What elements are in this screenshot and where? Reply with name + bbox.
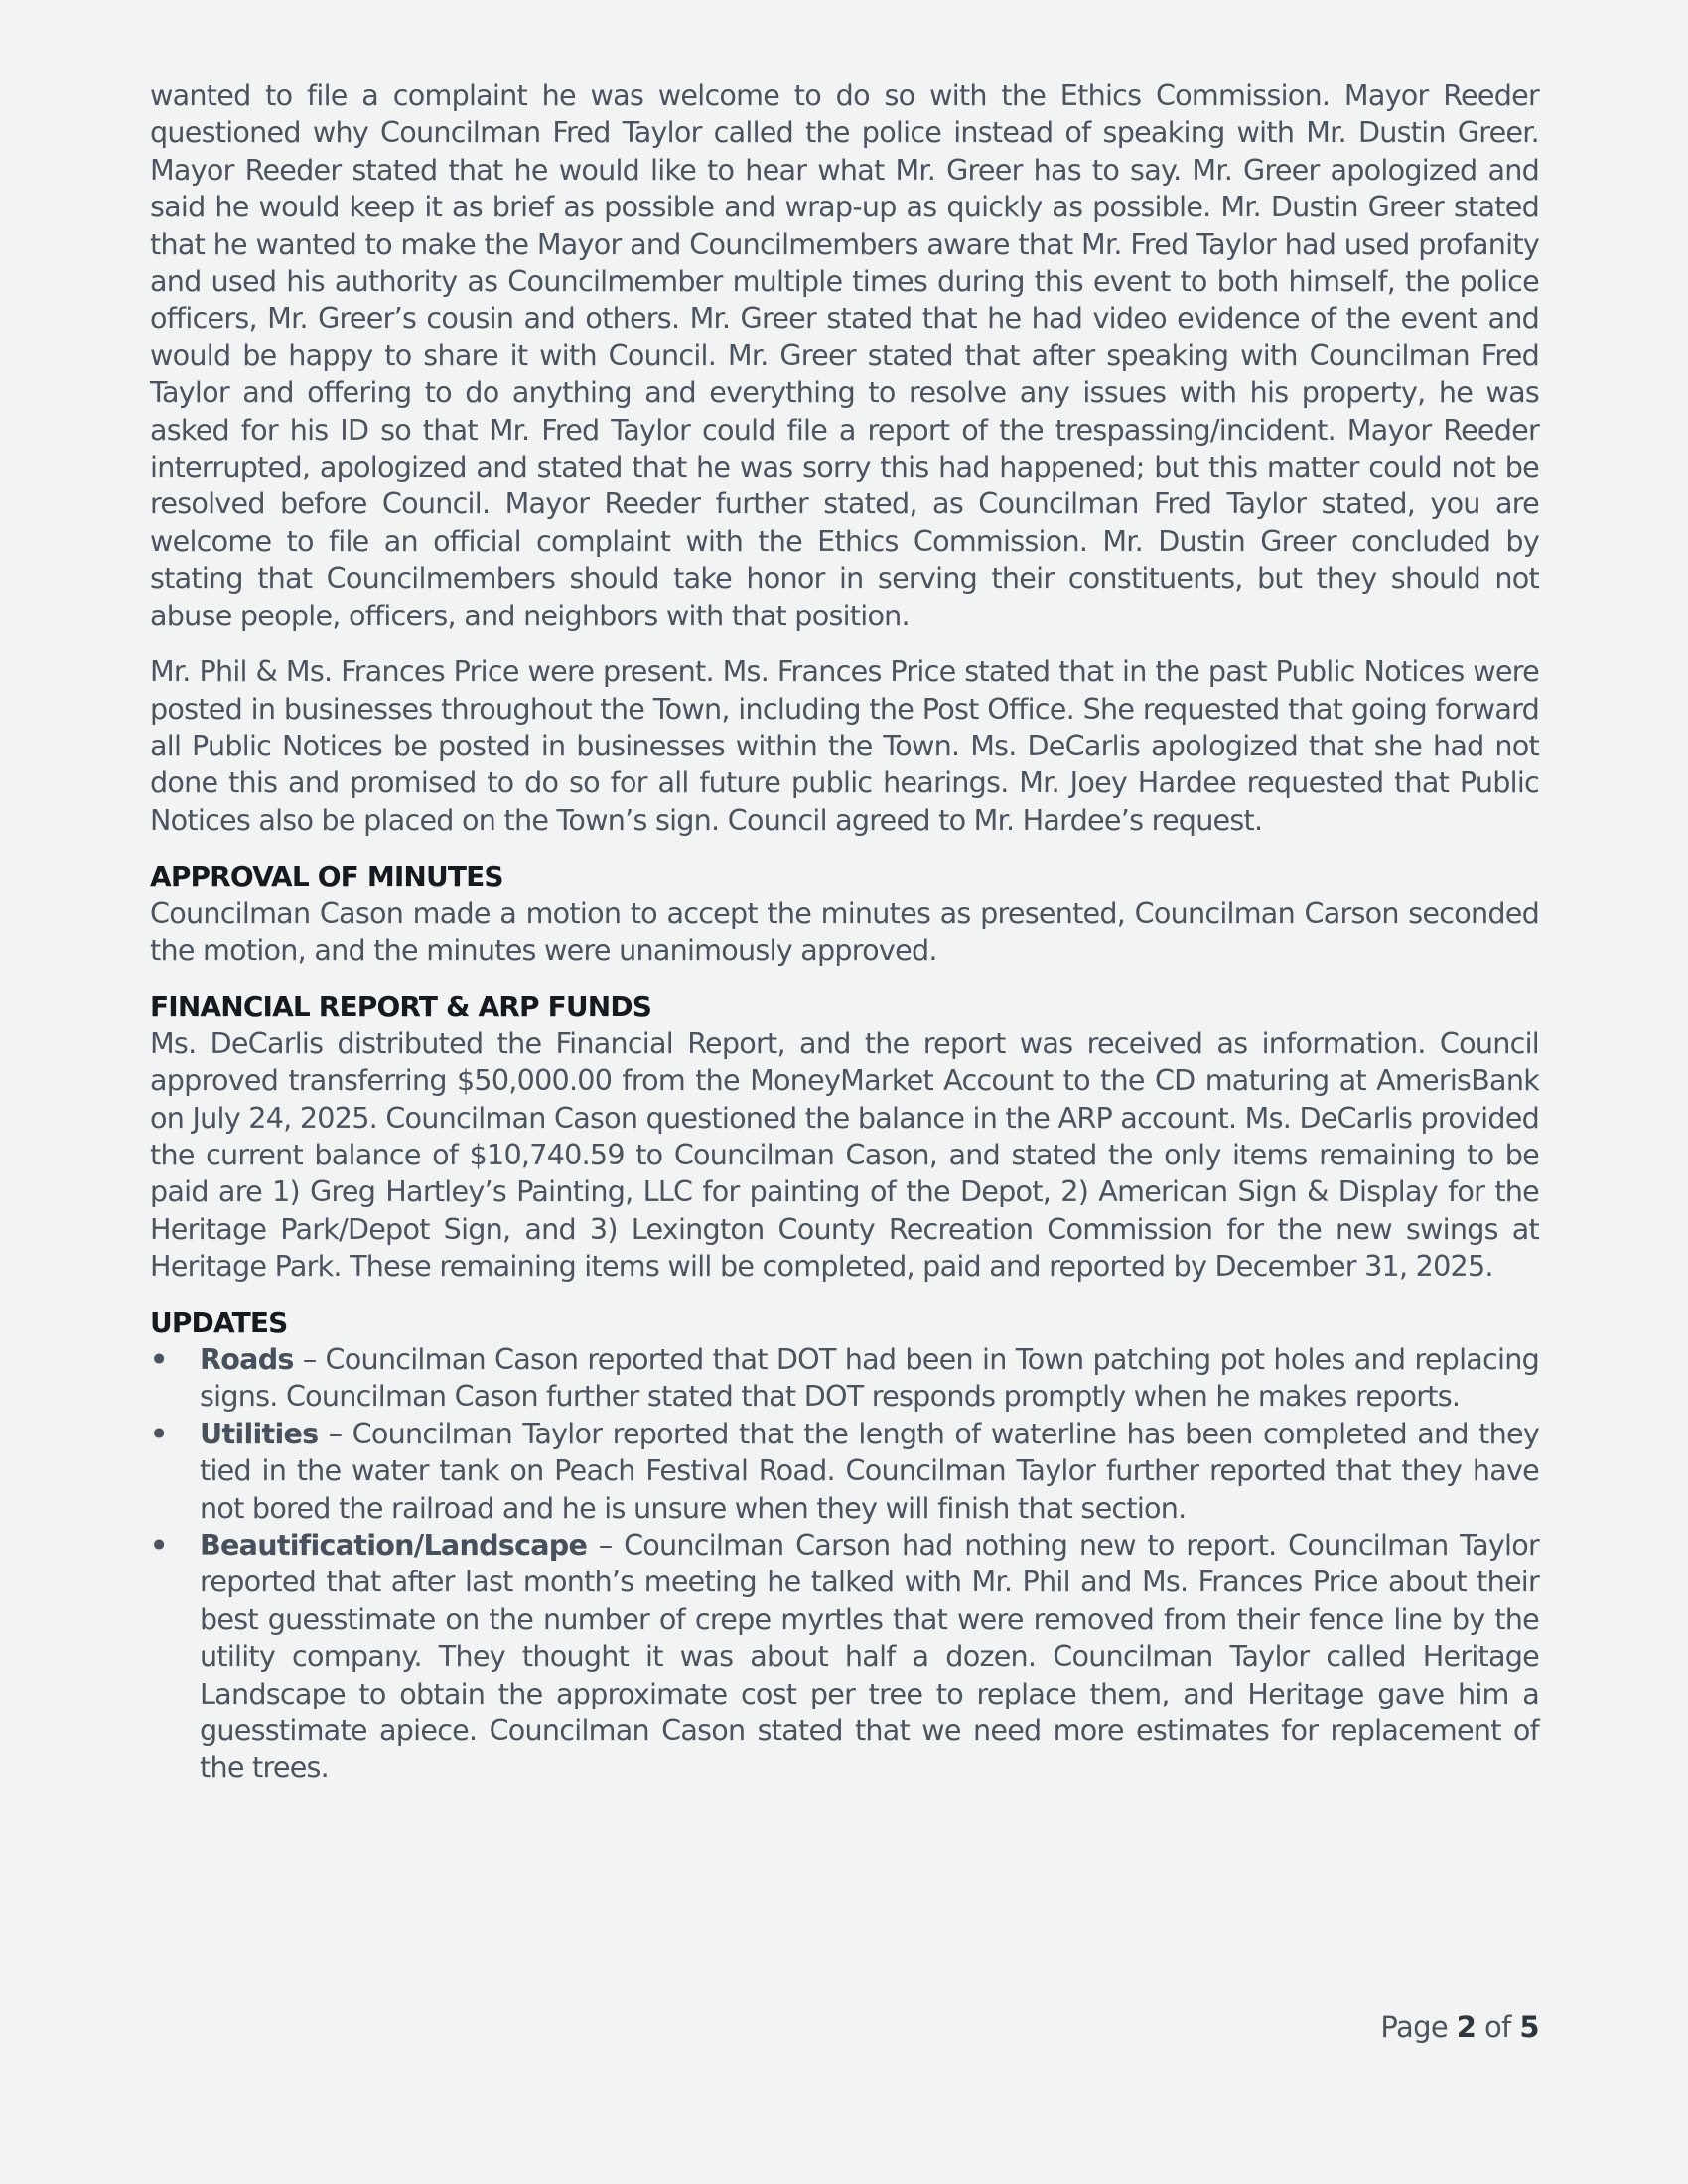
- bullet-icon: •: [150, 1416, 168, 1450]
- update-term-utilities: Utilities: [200, 1416, 319, 1450]
- update-text-utilities: – Councilman Taylor reported that the length of waterline has been completed and they tied in the water tank on Peach Festival Road. Councilman Taylor further reported that they have not bored the railroad and he is unsure when they will finish that section.: [200, 1416, 1539, 1525]
- updates-heading: UPDATES: [150, 1305, 288, 1339]
- update-text-roads: – Councilman Cason reported that DOT had been in Town patching pot holes and replacing signs. Councilman Cason further stated that DOT responds promptly when he makes reports.: [200, 1342, 1539, 1414]
- page-number: [1380, 2010, 1539, 2044]
- update-term-beautification: Beautification/Landscape: [200, 1528, 588, 1563]
- update-item-beautification: [150, 1527, 1539, 1787]
- update-term-roads: Roads: [200, 1342, 294, 1376]
- financial-paragraph: Ms. DeCarlis distributed the Financial Report, and the report was received as information. Council approved transferring $50,000.00 from the MoneyMarket Account to the CD maturing at AmerisBank on July 24, 2025. Councilman Cason questioned the balance in the ARP account. Ms. DeCarlis provided the current balance of $10,740.59 to Councilman Cason, and stated the only items remaining to be paid are 1) Greg Hartley’s Painting, LLC for painting of the Depot, 2) American Sign & Display for the Heritage Park/Depot Sign, and 3) Lexington County Recreation Commission for the new swings at Heritage Park. These remaining items will be completed, paid and reported by December 31, 2025.: [150, 1025, 1539, 1284]
- minutes-paragraph: Councilman Cason made a motion to accept the minutes as presented, Councilman Carson seconded the motion, and the minutes were unanimously approved.: [150, 895, 1539, 967]
- bullet-icon: •: [150, 1342, 168, 1376]
- page-number-total: 5: [1519, 2010, 1539, 2044]
- update-item-roads: [150, 1341, 1539, 1416]
- greer-paragraph: wanted to file a complaint he was welcome to do so with the Ethics Commission. Mayor Reeder questioned why Councilman Fred Taylor called the police instead of speaking with Mr. Dustin Greer. Mayor Reeder stated that he would like to hear what Mr. Greer has to say. Mr. Greer apologized and said he would keep it as brief as possible and wrap-up as quickly as possible. Mr. Dustin Greer stated that he wanted to make the Mayor and Councilmembers aware that Mr. Fred Taylor had used profanity and used his authority as Councilmember multiple times during this event to both himself, the police officers, Mr. Greer’s cousin and others. Mr. Greer stated that he had video evidence of the event and would be happy to share it with Council. Mr. Greer stated that after speaking with Councilman Fred Taylor and offering to do anything and everything to resolve any issues with his property, he was asked for his ID so that Mr. Fred Taylor could file a report of the trespassing/incident. Mayor Reeder interrupted, apologized and stated that he was sorry this had happened; but this matter could not be resolved before Council. Mayor Reeder further stated, as Councilman Fred Taylor stated, you are welcome to file an official complaint with the Ethics Commission. Mr. Dustin Greer concluded by stating that Councilmembers should take honor in serving their constituents, but they should not abuse people, officers, and neighbors with that position.: [150, 78, 1539, 632]
- document-page: [150, 77, 1539, 2103]
- page-number-prefix: Page: [1380, 2010, 1449, 2044]
- minutes-heading: APPROVAL OF MINUTES: [150, 860, 503, 893]
- update-text-beautification: – Councilman Carson had nothing new to report. Councilman Taylor reported that after last month’s meeting he talked with Mr. Phil and Ms. Frances Price about their best guesstimate on the number of crepe myrtles that were removed from their fence line by the utility company. They thought it was about half a dozen. Councilman Taylor called Heritage Landscape to obtain the approximate cost per tree to replace them, and Heritage gave him a guesstimate apiece. Councilman Cason stated that we need more estimates for replacement of the trees.: [200, 1528, 1539, 1785]
- page-number-current: 2: [1456, 2010, 1477, 2044]
- updates-list: [150, 1341, 1539, 1787]
- update-item-utilities: [150, 1416, 1539, 1527]
- bullet-icon: •: [150, 1528, 168, 1563]
- financial-heading: FINANCIAL REPORT & ARP FUNDS: [150, 990, 652, 1024]
- price-paragraph: Mr. Phil & Ms. Frances Price were present. Ms. Frances Price stated that in the past Public Notices were posted in businesses throughout the Town, including the Post Office. She requested that going forward all Public Notices be posted in businesses within the Town. Ms. DeCarlis apologized that she had not done this and promised to do so for all future public hearings. Mr. Joey Hardee requested that Public Notices also be placed on the Town’s sign. Council agreed to Mr. Hardee’s request.: [150, 654, 1539, 837]
- page-number-separator: of: [1484, 2010, 1511, 2044]
